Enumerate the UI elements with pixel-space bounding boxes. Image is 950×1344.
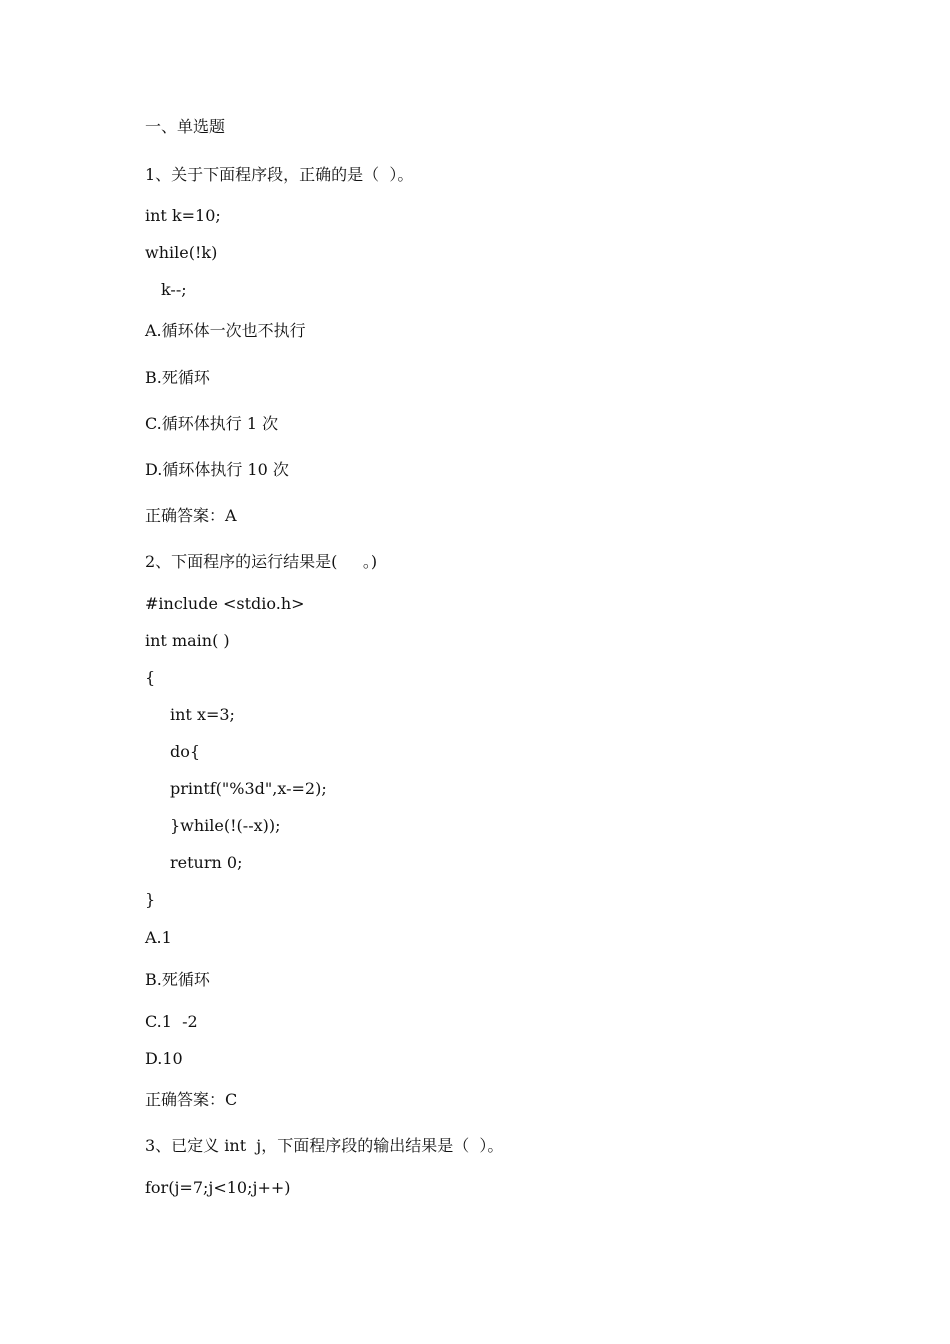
question-2-code-line: int x=3; [170, 705, 235, 724]
question-2-code-line: return 0; [170, 853, 243, 872]
question-2-option-d: D.10 [145, 1049, 183, 1068]
question-2-option-b: B.死循环 [145, 970, 210, 989]
question-2-option-c: C.1 -2 [145, 1012, 198, 1031]
question-2-code-line: #include <stdio.h> [145, 594, 305, 613]
question-2-option-a: A.1 [145, 928, 172, 947]
question-1-stem: 1、关于下面程序段，正确的是（ ）。 [145, 165, 414, 184]
question-1-answer: 正确答案：A [145, 506, 237, 525]
question-3-stem: 3、已定义 int j，下面程序段的输出结果是（ ）。 [145, 1136, 504, 1155]
question-2-code-line: { [145, 668, 156, 687]
question-2-code-line: printf("%3d",x-=2); [170, 779, 327, 798]
question-2-stem: 2、下面程序的运行结果是( 。) [145, 552, 378, 571]
question-1-option-b: B.死循环 [145, 368, 210, 387]
question-1-code-line: int k=10; [145, 206, 221, 225]
question-3-code-line: for(j=7;j<10;j++) [145, 1178, 291, 1197]
question-1-code-line: k--; [161, 280, 187, 299]
question-2-code-line: }while(!(--x)); [170, 816, 281, 835]
question-2-code-line: do{ [170, 742, 201, 761]
question-2-answer: 正确答案：C [145, 1090, 238, 1109]
section-title: 一、单选题 [145, 117, 226, 136]
question-1-code-line: while(!k) [145, 243, 218, 262]
question-2-code-line: int main( ) [145, 631, 230, 650]
question-1-option-d: D.循环体执行 10 次 [145, 460, 289, 479]
question-1-option-c: C.循环体执行 1 次 [145, 414, 279, 433]
question-2-code-line: } [145, 890, 156, 909]
question-1-option-a: A.循环体一次也不执行 [145, 321, 306, 340]
